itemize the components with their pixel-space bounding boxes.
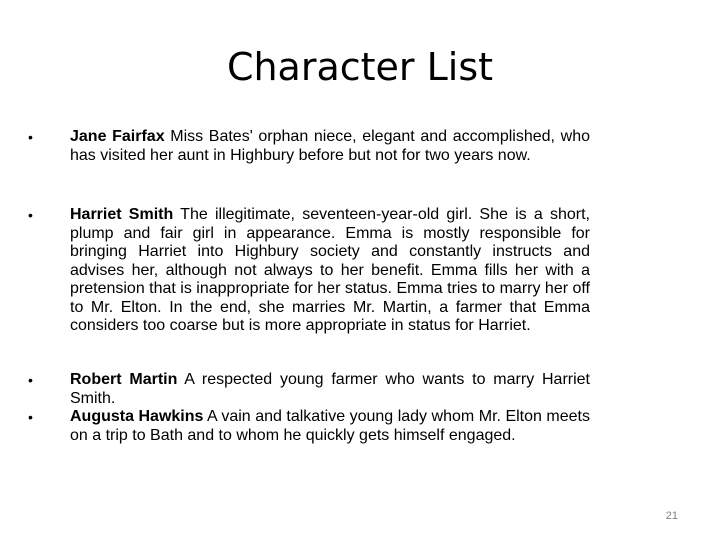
character-name: Robert Martin [70,371,178,388]
list-item [28,128,590,165]
list-item [28,371,590,408]
character-name: Jane Fairfax [70,128,165,145]
bullet-icon: • [28,129,33,145]
bullet-icon: • [28,409,33,425]
bullet-list [28,128,590,165]
character-name: Augusta Hawkins [70,408,204,425]
character-description: A vain and talkative young lady whom Mr. Elton meets on a trip to Bath and to whom he quickly gets himself engaged. [70,408,591,444]
bullet-list [28,206,590,336]
bullet-icon: • [28,372,33,388]
slide-title: Character List [226,45,494,89]
character-description: Miss Bates' orphan niece, elegant and accomplished, who has visited her aunt in Highbury before but not for two years now. [70,128,590,164]
page-number: 21 [665,510,678,522]
bullet-list [28,371,590,445]
character-description: The illegitimate, seventeen-year-old girl. She is a short, plump and fair girl in appearance. Emma is mostly responsible for bringing Harriet into Highbury society and constantly instructs and advises her, although not always to her benefit. Emma fills her with a pretension that is inappropriate for her status. Emma tries to marry her off to Mr. Elton. In the end, she marries Mr. Martin, a farmer that Emma considers too coarse but is more appropriate in status for Harriet. [70,206,591,334]
character-name: Harriet Smith [70,206,174,223]
character-description: A respected young farmer who wants to marry Harriet Smith. [70,371,591,407]
bullet-icon: • [28,207,33,223]
list-item [28,206,590,336]
list-item [28,408,590,445]
